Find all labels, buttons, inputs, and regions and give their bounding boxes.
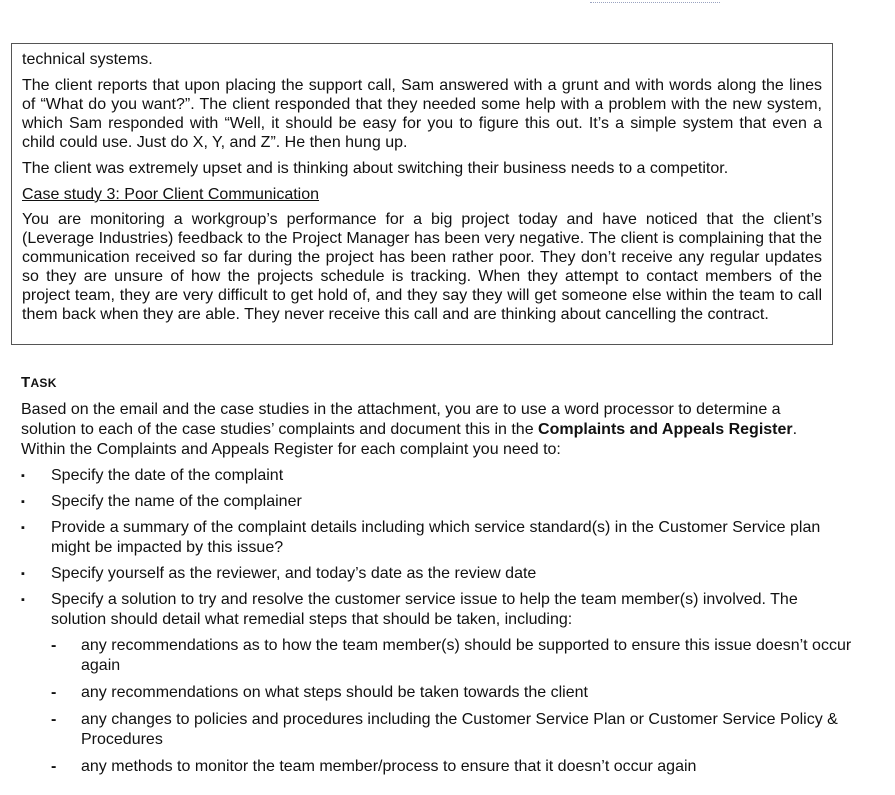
task-intro: Based on the email and the case studies in the attachment, you are to use a word processor to determine a solution to each of the case studies’ complaints and document this in the Complaints and Appeals Register. Within the Complaints and Appeals Register for each complaint you need to: — [21, 401, 798, 458]
bullet-square-icon: ▪ — [21, 496, 25, 508]
dash-marker: - — [51, 758, 57, 775]
bullet-square-icon: ▪ — [21, 522, 25, 534]
requirements-list — [21, 466, 852, 777]
list-item: ▪ Specify yourself as the reviewer, and today’s date as the review date — [21, 565, 537, 582]
dash-marker: - — [51, 637, 57, 654]
task-section — [21, 372, 852, 784]
bullet-square-icon: ▪ — [21, 594, 25, 606]
dash-marker: - — [51, 684, 57, 701]
list-item: ▪ Specify a solution to try and resolve the customer service issue to help the team member(s) involved. The solution should detail what remedial steps that should be taken, including: - any recommendations as to how the team member(s) should be supported to ensure this issue doesn’t occur again - any recommendations on what steps should be taken towards the client - any changes to policies and procedures including the Customer Service Plan or Customer Service Policy & Procedures - any methods to monitor the team member/process to ensure that it doesn’t occur again — [21, 590, 841, 777]
bullet-square-icon: ▪ — [21, 470, 25, 482]
sub-list-item: - any changes to policies and procedures including the Customer Service Plan or Customer Service Policy & Procedures — [51, 711, 838, 748]
previous-page-fragment — [590, 0, 720, 3]
list-item: ▪ Provide a summary of the complaint details including which service standard(s) in the Customer Service plan might be impacted by this issue? — [21, 519, 821, 556]
case-studies-box — [11, 43, 833, 345]
sub-list-item: - any recommendations on what steps should be taken towards the client — [51, 684, 588, 701]
task-heading: TASK — [21, 374, 57, 391]
sub-list-item: - any recommendations as to how the team member(s) should be supported to ensure this issue doesn’t occur again — [51, 637, 852, 674]
bullet-square-icon: ▪ — [21, 568, 25, 580]
dash-marker: - — [51, 711, 57, 728]
list-item: ▪ Specify the name of the complainer — [21, 493, 302, 510]
case2-paragraph: The client reports that upon placing the support call, Sam answered with a grunt and with words along the lines of “What do you want?”. The client responded that they needed some help with a problem with the new system, which Sam responded with “Well, it should be easy for you to figure this out. It’s a simple system that even a child could use. Just do X, Y, and Z”. He then hung up. — [22, 77, 822, 151]
carryover-text: technical systems. — [22, 51, 153, 68]
sub-list-item: - any methods to monitor the team member/process to ensure that it doesn’t occur again — [51, 758, 697, 775]
case2-outcome: The client was extremely upset and is thinking about switching their business needs to a competitor. — [22, 160, 729, 177]
list-item: ▪ Specify the date of the complaint — [21, 467, 284, 484]
case3-paragraph: You are monitoring a workgroup’s performance for a big project today and have noticed that the client’s (Leverage Industries) feedback to the Project Manager has been very negative. The client is complaining that the communication received so far during the project has been rather poor. They don’t receive any regular updates so they are unsure of how the projects schedule is tracking. When they attempt to contact members of the project team, they are very difficult to get hold of, and they say they will get someone else within the team to call them back when they are able. They never receive this call and are thinking about cancelling the contract. — [22, 211, 822, 323]
case3-heading: Case study 3: Poor Client Communication — [22, 186, 320, 203]
solution-sublist — [51, 636, 852, 777]
register-name: Complaints and Appeals Register — [538, 421, 793, 438]
